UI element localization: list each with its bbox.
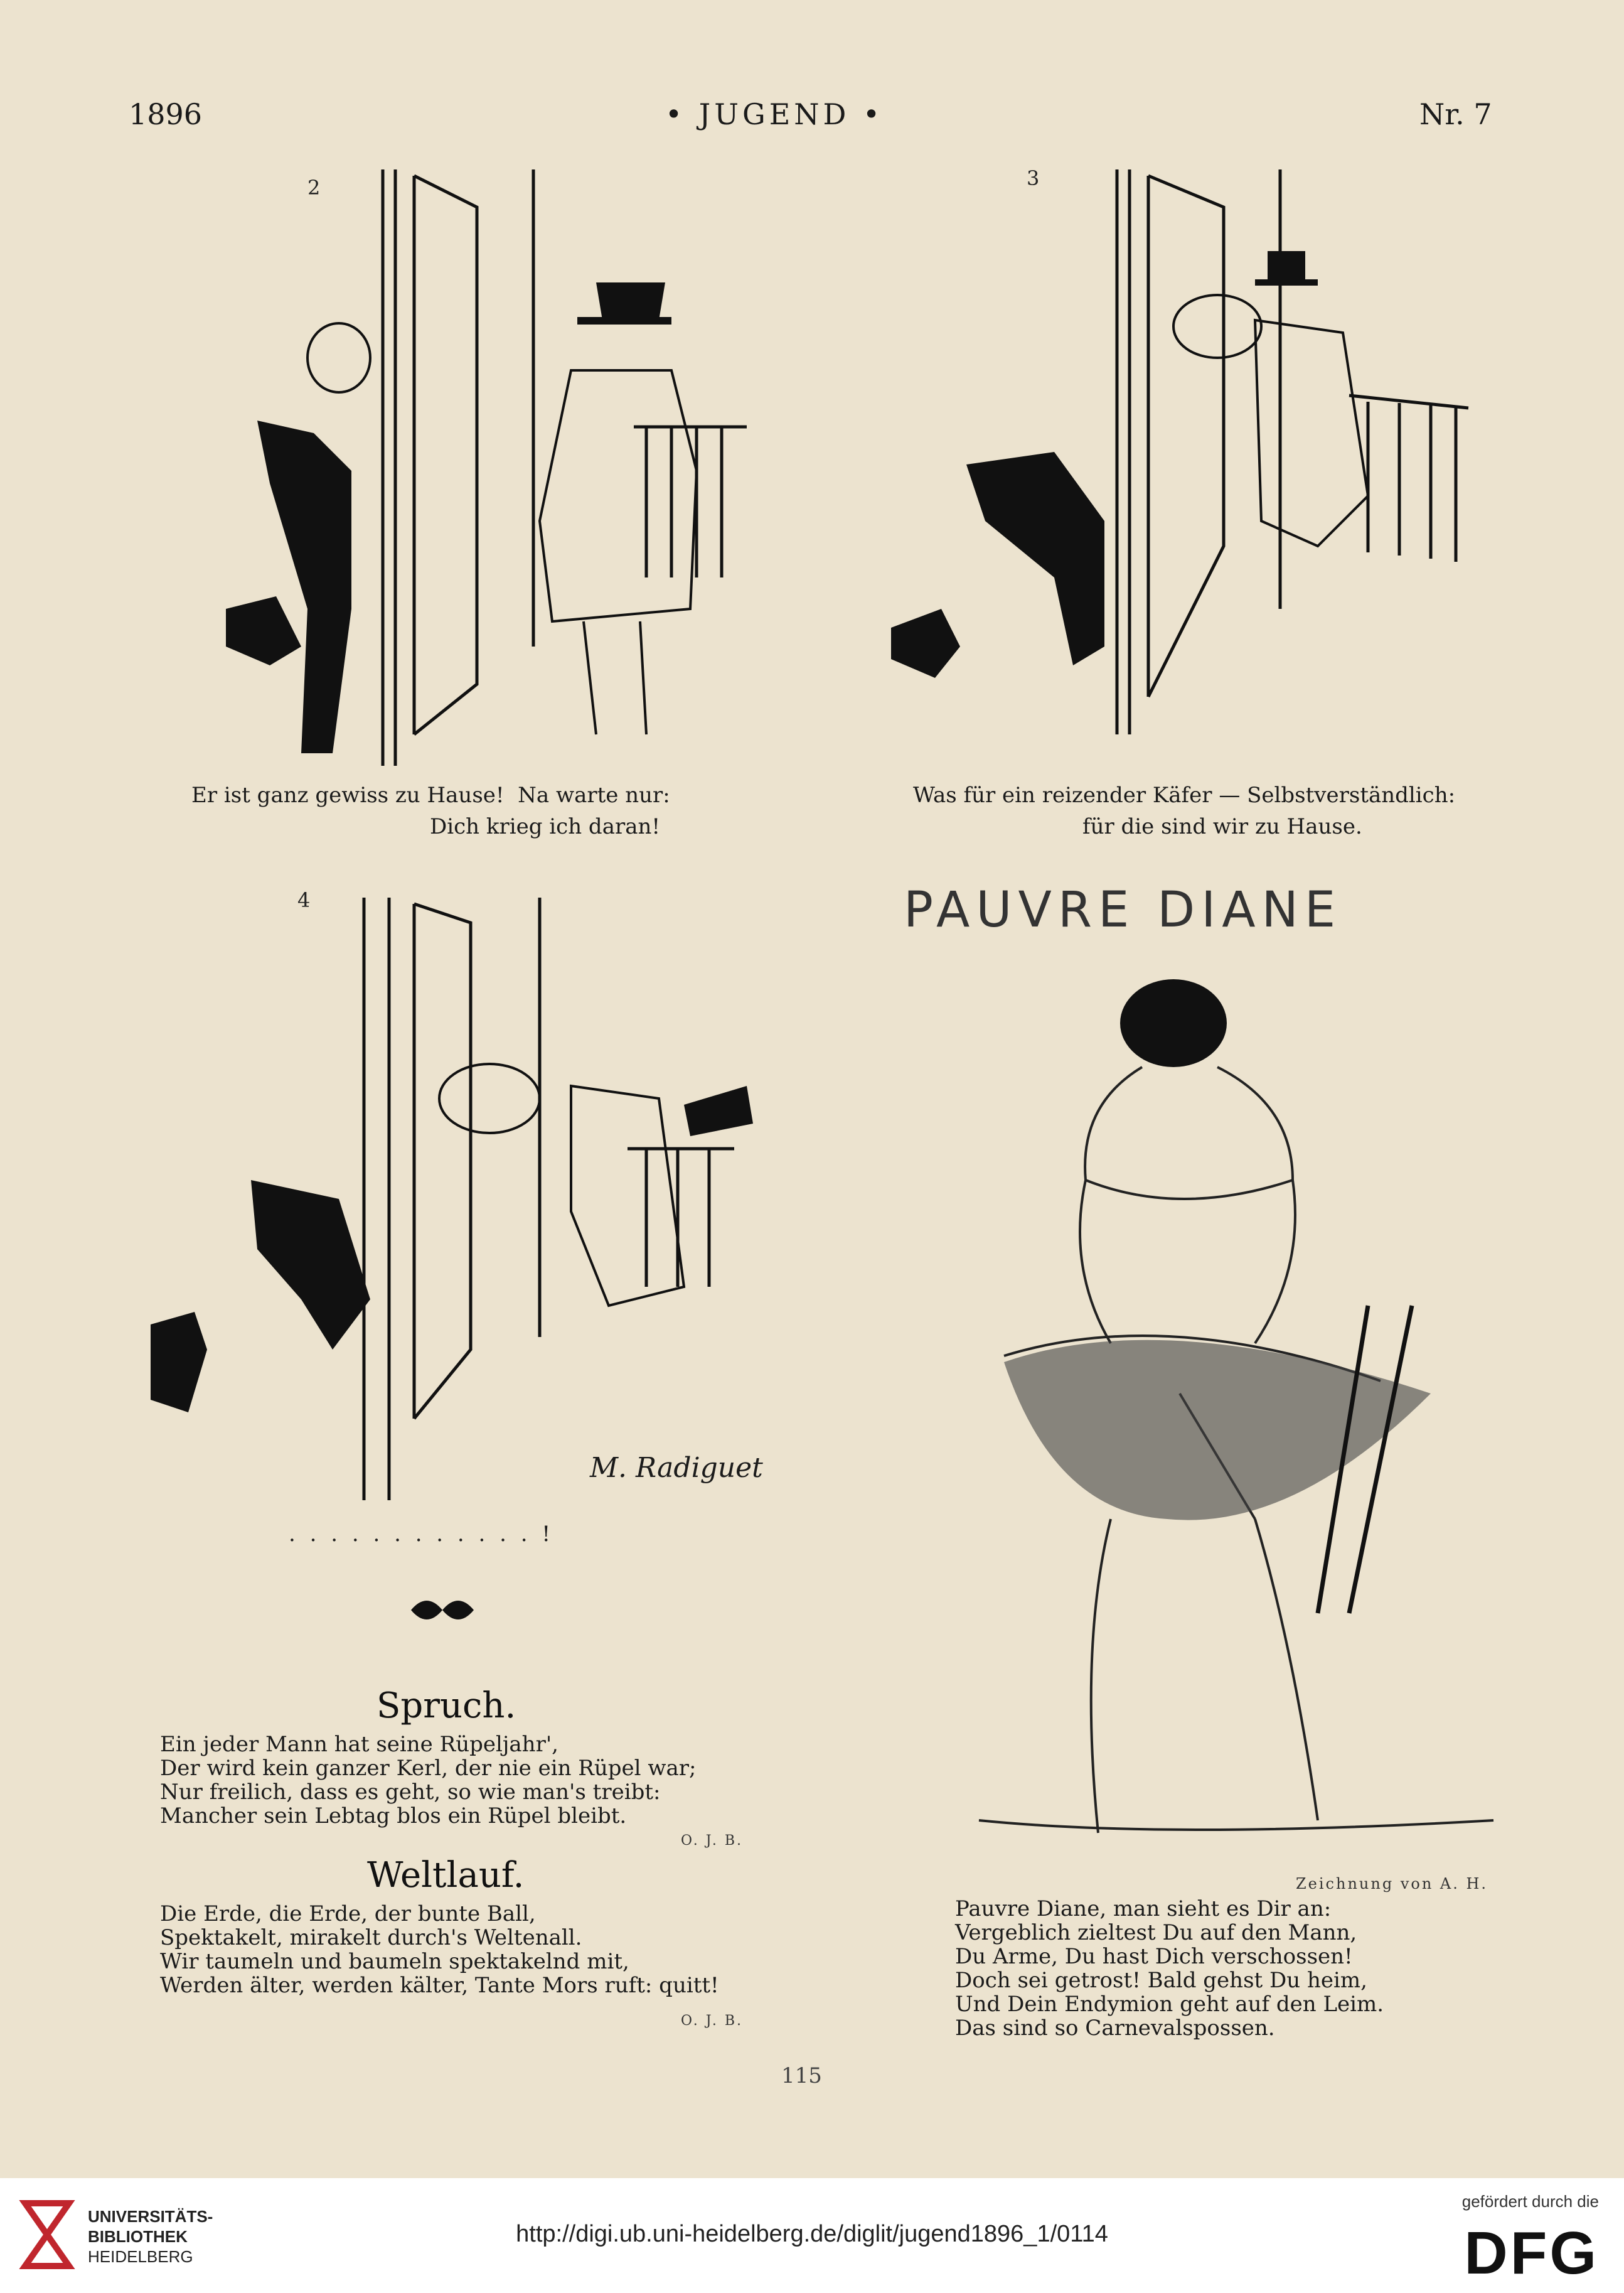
diane-handwritten-title: PAUVRE DIANE: [904, 882, 1342, 938]
header-journal-title: • JUGEND •: [665, 97, 884, 131]
digitization-footer: [0, 2178, 1624, 2293]
library-line1: UNIVERSITÄTS-: [88, 2207, 213, 2226]
diane-poem: Pauvre Diane, man sieht es Dir an: Vergeblich zieltest Du auf den Mann, Du Arme, Du hast Dich verschossen! Doch sei getrost! Bald gehst Du heim, Und Dein Endymion geht auf den Leim. Das sind so Carnevalspossen.: [955, 1896, 1384, 2041]
panel-2-illustration: [144, 169, 753, 778]
weltlauf-author: O. J. B.: [681, 2013, 743, 2029]
panel-4-signature: M. Radiguet: [590, 1452, 763, 1484]
spruch-author: O. J. B.: [681, 1833, 743, 1849]
panel-4-dots: . . . . . . . . . . . . !: [289, 1522, 555, 1547]
panel-2-caption-line2: Dich krieg ich daran!: [430, 814, 661, 839]
panel-3-caption-line1: Was für ein reizender Käfer — Selbstverständlich:: [913, 783, 1456, 808]
weltlauf-title: Weltlauf.: [367, 1855, 525, 1896]
spruch-text: Ein jeder Mann hat seine Rüpeljahr', Der wird kein ganzer Kerl, der nie ein Rüpel war; Nur freilich, dass es geht, so wie man's treibt: Mancher sein Lebtag blos ein Rüpel bleibt.: [160, 1732, 697, 1828]
header-year: 1896: [129, 97, 203, 131]
panel-2-caption-line1: Er ist ganz gewiss zu Hause! Na warte nur:: [191, 783, 670, 808]
weltlauf-text: Die Erde, die Erde, der bunte Ball, Spektakelt, mirakelt durch's Weltenall. Wir taumeln und baumeln spektakelnd mit, Werden älter, werden kälter, Tante Mors ruft: quitt!: [160, 1901, 719, 1998]
page-number: 115: [781, 2063, 822, 2088]
library-line2: BIBLIOTHEK: [88, 2227, 188, 2246]
diane-illustration: [816, 954, 1506, 1877]
panel-4-number: 4: [297, 888, 311, 912]
source-url-link[interactable]: http://digi.ub.uni-heidelberg.de/diglit/jugend1896_1/0114: [516, 2221, 1108, 2247]
funding-note: gefördert durch die: [1461, 2192, 1599, 2211]
panel-3-caption-line2: für die sind wir zu Hause.: [1082, 814, 1362, 839]
panel-3-number: 3: [1027, 166, 1040, 190]
spruch-title: Spruch.: [377, 1685, 516, 1726]
ornament-icon: [408, 1588, 477, 1632]
dfg-logo: DFG: [1464, 2220, 1599, 2287]
panel-4-illustration: [132, 898, 753, 1506]
panel-2-number: 2: [307, 176, 321, 200]
diane-credit: Zeichnung von A. H.: [1296, 1875, 1488, 1893]
panel-3-illustration: [866, 169, 1487, 734]
library-line3: HEIDELBERG: [88, 2247, 193, 2266]
header-issue: Nr. 7: [1419, 97, 1492, 131]
